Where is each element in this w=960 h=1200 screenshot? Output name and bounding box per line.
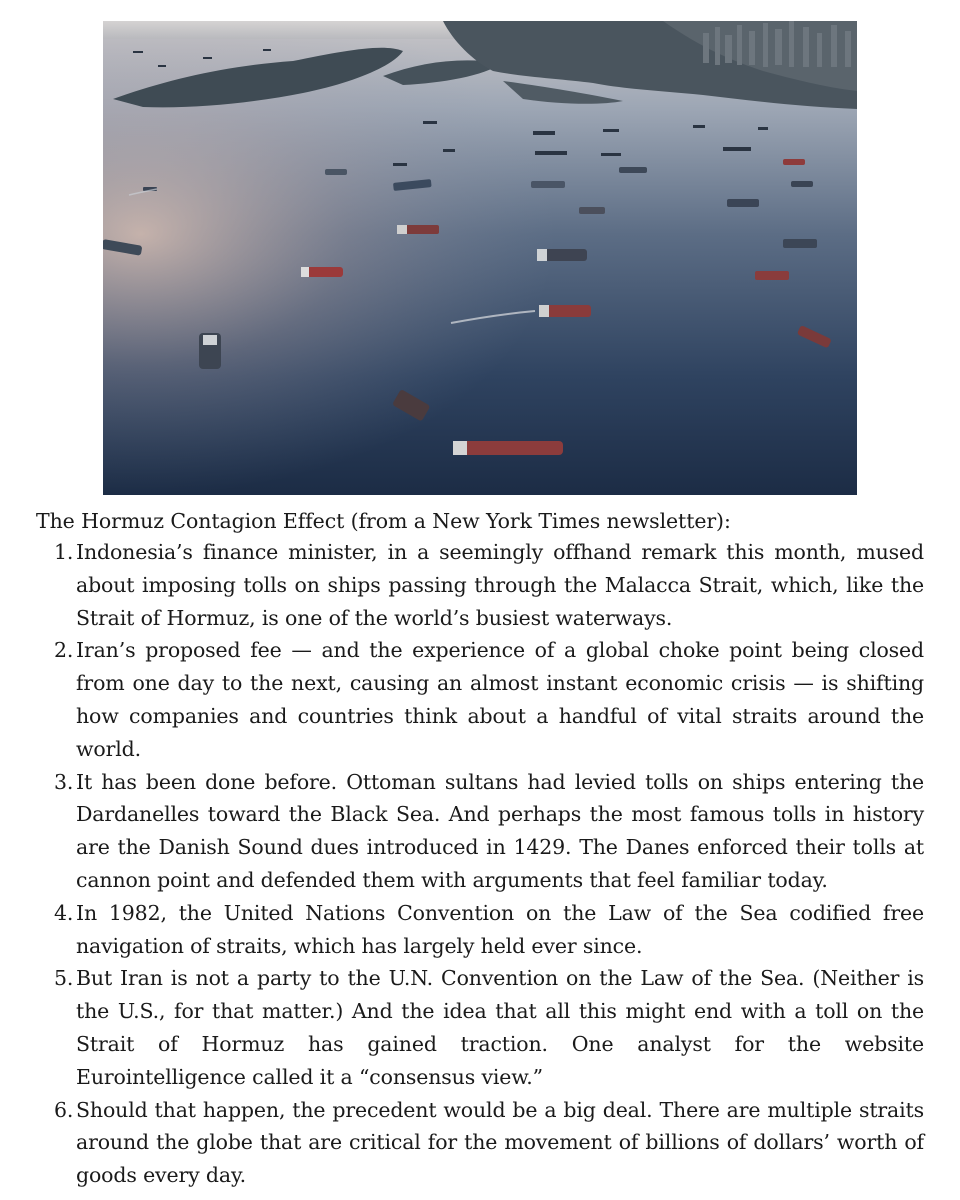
article-list bbox=[36, 536, 924, 1192]
list-item-text: It has been done before. Ottoman sultans had levied tolls on ships entering the Dardanelles toward the Black Sea. And perhaps the most famous tolls in history are the Danish Sound dues introduced in 1429. The Danes enforced their tolls at cannon point and defended them with arguments that feel familiar today. bbox=[76, 769, 924, 892]
list-item-text: Indonesia’s finance minister, in a seemingly offhand remark this month, mused about imposing tolls on ships passing through the Malacca Strait, which, like the Strait of Hormuz, is one of the world’s busiest waterways. bbox=[76, 540, 924, 630]
list-item bbox=[36, 536, 924, 634]
list-item-text: Iran’s proposed fee — and the experience of a global choke point being closed from one day to the next, causing an almost instant economic crisis — is shifting how companies and countries think about a handful of vital straits around the world. bbox=[76, 638, 924, 761]
list-item-text: But Iran is not a party to the U.N. Convention on the Law of the Sea. (Neither is the U.S., for that matter.) And the idea that all this might end with a toll on the Strait of Hormuz has gained traction. One analyst for the website Eurointelligence called it a “consensus view.” bbox=[76, 966, 924, 1089]
list-item-number: 3. bbox=[54, 769, 74, 794]
article-heading: The Hormuz Contagion Effect (from a New York Times newsletter): bbox=[36, 509, 731, 533]
list-item bbox=[36, 634, 924, 765]
list-item-number: 6. bbox=[54, 1097, 74, 1122]
list-item bbox=[36, 1094, 924, 1192]
list-item bbox=[36, 766, 924, 897]
list-item-number: 2. bbox=[54, 638, 74, 663]
list-item-text: In 1982, the United Nations Convention on the Law of the Sea codified free navigation of straits, which has largely held ever since. bbox=[76, 900, 924, 958]
list-item-number: 5. bbox=[54, 966, 74, 991]
list-item bbox=[36, 897, 924, 963]
aerial-ships-photo bbox=[103, 21, 857, 495]
list-item bbox=[36, 962, 924, 1093]
list-item-text: Should that happen, the precedent would be a big deal. There are multiple straits around the globe that are critical for the movement of billions of dollars’ worth of goods every day. bbox=[76, 1097, 924, 1188]
list-item-number: 4. bbox=[54, 900, 74, 925]
photo-illustration bbox=[103, 21, 857, 495]
list-item-number: 1. bbox=[54, 540, 74, 564]
